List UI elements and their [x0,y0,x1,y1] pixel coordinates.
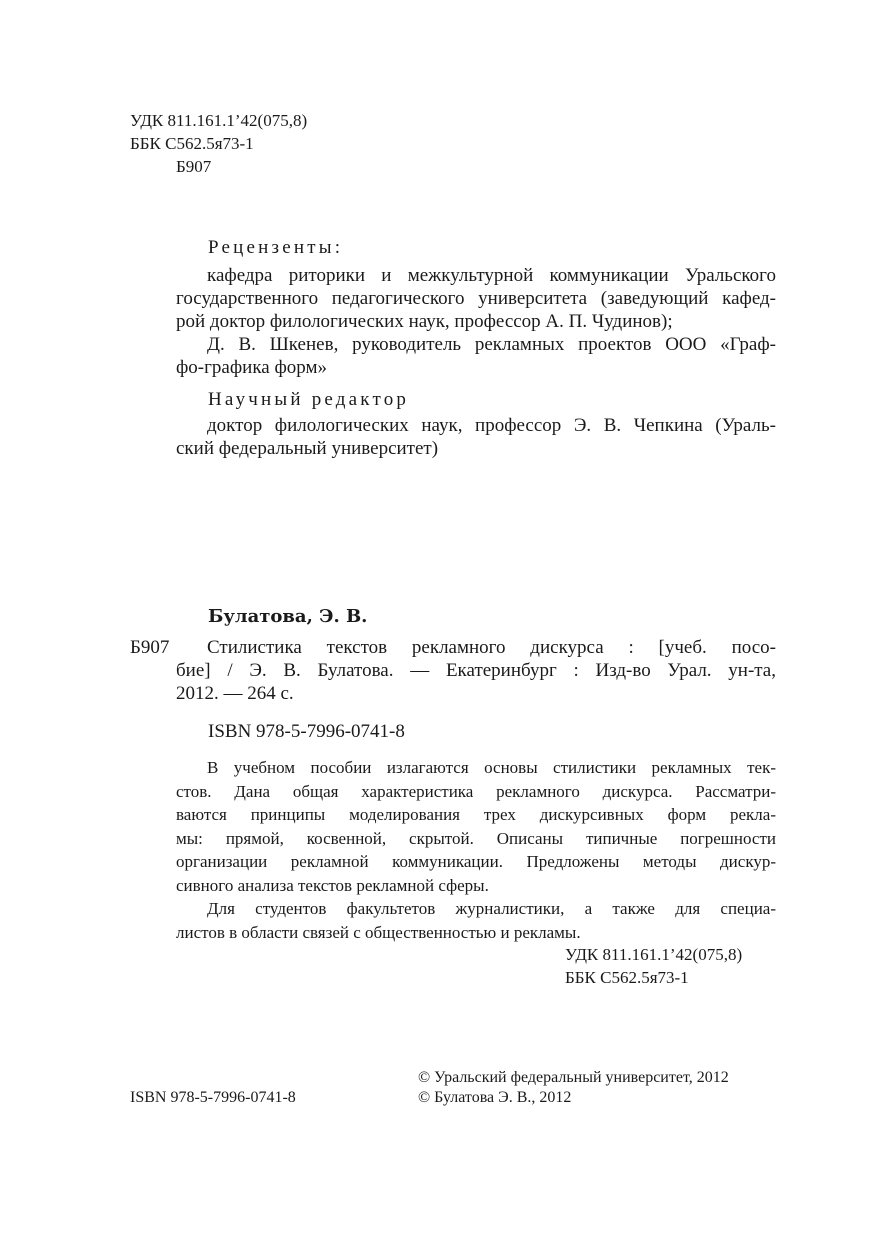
copyright-author: © Булатова Э. В., 2012 [418,1089,572,1106]
reviewers-line: рой доктор филологических наук, профессор А. П. Чудинов); [176,311,673,332]
copyright-university: © Уральский федеральный университет, 2012 [418,1069,729,1086]
catalog-description [176,636,776,705]
author-mark: Б907 [176,157,212,176]
editor-line: ский федеральный университет) [176,438,439,459]
reviewers-line: кафедра риторики и межкультурной коммуникации Уральского [207,265,776,286]
abstract-line: листов в области связей с общественностью и рекламы. [176,922,581,942]
abstract-line: мы: прямой, косвенной, скрытой. Описаны типичные погрешности [176,828,776,848]
abstract-udk: УДК 811.161.1’42(075,8) [565,945,743,964]
abstract-block [176,756,776,944]
abstract-line: стов. Дана общая характеристика рекламного дискурса. Рассматри- [176,781,776,801]
editor-line: доктор филологических наук, профессор Э. В. Чепкина (Ураль- [207,415,776,436]
bbk-index: ББК С562.5я73-1 [130,134,254,153]
reviewers-line: государственного педагогического университета (заведующий кафед- [176,288,776,309]
editor-block [176,414,776,460]
abstract-line: ваются принципы моделирования трех дискурсивных форм рекла- [176,805,776,824]
abstract-line: организации рекламной коммуникации. Предложены методы дискур- [176,852,776,871]
reviewers-line: Д. В. Шкенев, руководитель рекламных проектов ООО «Граф- [207,334,776,355]
abstract-line: сивного анализа текстов рекламной сферы. [176,875,489,895]
catalog-author: Булатова, Э. В. [208,606,368,627]
abstract-line: Для студентов факультетов журналистики, а также для специа- [207,899,776,918]
abstract-line: В учебном пособии излагаются основы стилистики рекламных тек- [207,758,776,777]
catalog-isbn: ISBN 978-5-7996-0741-8 [208,721,405,742]
reviewers-title: Рецензенты: [208,237,344,258]
catalog-line: Стилистика текстов рекламного дискурса : [учеб. посо- [207,637,776,658]
catalog-line: бие] / Э. В. Булатова. — Екатеринбург : Изд-во Урал. ун-та, [176,660,776,681]
abstract-bbk: ББК С562.5я73-1 [565,968,689,987]
reviewers-line: фо-графика форм» [176,357,328,378]
catalog-mark: Б907 [130,637,170,658]
reviewers-block [176,264,776,379]
editor-title: Научный редактор [208,389,410,410]
footer-isbn: ISBN 978-5-7996-0741-8 [130,1089,296,1106]
catalog-line: 2012. — 264 с. [176,683,294,704]
udk-index: УДК 811.161.1’42(075,8) [130,111,308,130]
